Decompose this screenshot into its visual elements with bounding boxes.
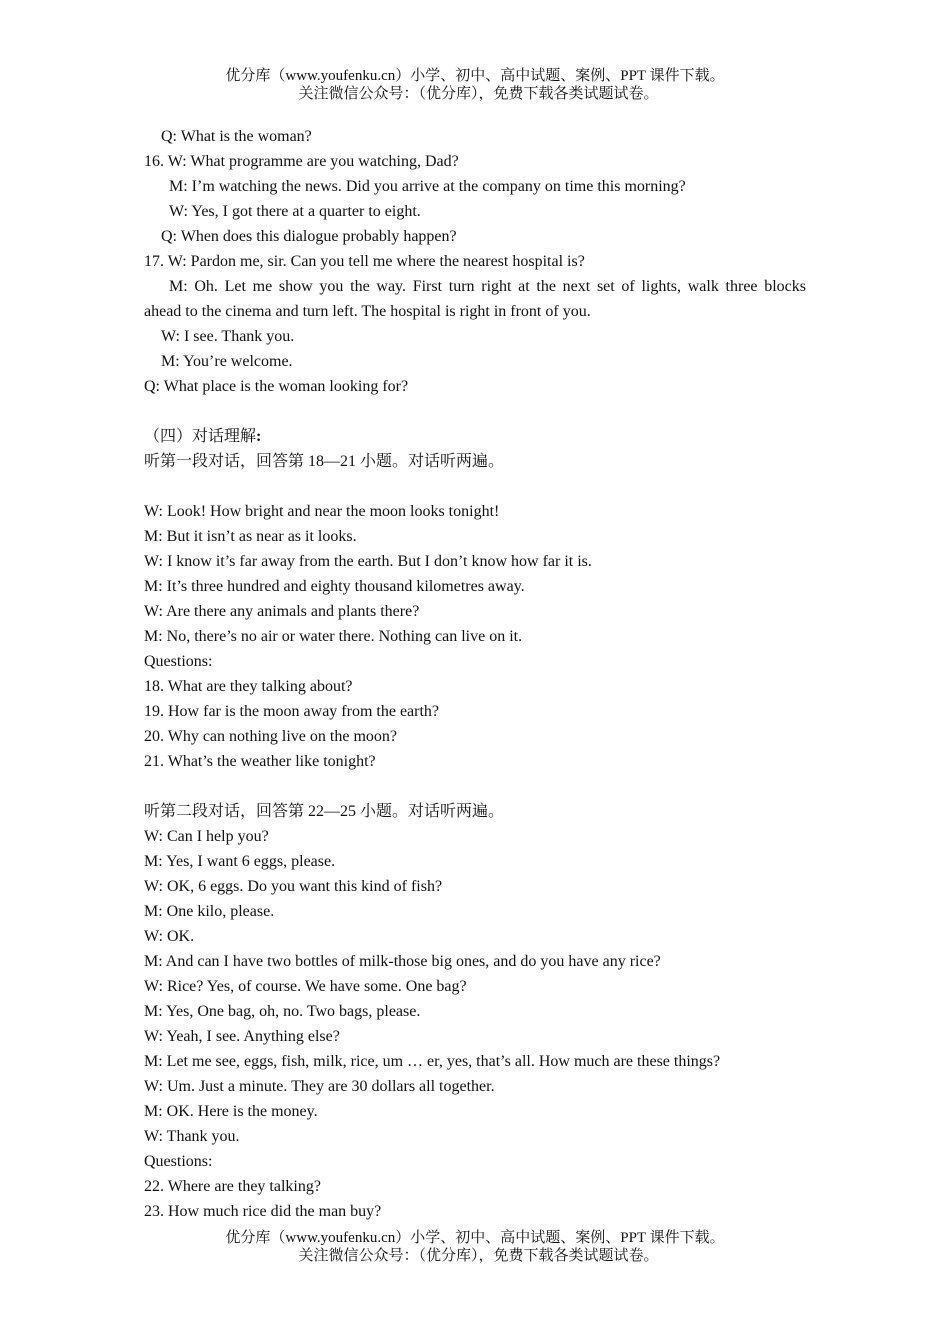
dialogue1-transcript [144,499,806,649]
question-item: 19. How far is the moon away from the earth? [144,703,440,720]
header-line-1: 优分库（www.youfenku.cn）小学、初中、高中试题、案例、PPT 课件下载。 [225,68,725,84]
dialogue2-instruction: 听第二段对话，回答第 22—25 小题。对话听两遍。 [144,803,505,820]
item17-man-2: M: You’re welcome. [161,353,293,370]
dialogue-line: M: OK. Here is the money. [144,1103,318,1120]
dialogue-line: M: And can I have two bottles of milk-those big ones, and do you have any rice? [144,953,661,970]
question-item: 20. Why can nothing live on the moon? [144,728,397,745]
question-item: 21. What’s the weather like tonight? [144,753,376,770]
question-item: 18. What are they talking about? [144,678,353,695]
dialogue-line: W: Yeah, I see. Anything else? [144,1028,340,1045]
dialogue-line: M: Yes, One bag, oh, no. Two bags, please. [144,1003,421,1020]
item17-man-1-part2: ahead to the cinema and turn left. The hospital is right in front of you. [144,303,591,320]
footer-line-1: 优分库（www.youfenku.cn）小学、初中、高中试题、案例、PPT 课件下载。 [225,1230,725,1246]
header-line-2: 关注微信公众号：（优分库），免费下载各类试题试卷。 [298,86,659,102]
spacer [144,399,806,424]
dialogue-line: M: It’s three hundred and eighty thousand kilometres away. [144,578,525,595]
dialogue-line: W: Can I help you? [144,828,269,845]
document-body [144,124,806,1224]
dialogue1-instruction: 听第一段对话，回答第 18—21 小题。对话听两遍。 [144,453,505,470]
item17-question: Q: What place is the woman looking for? [144,378,409,395]
footer-line-2: 关注微信公众号：（优分库），免费下载各类试题试卷。 [298,1248,659,1264]
part4-title-text: （四）对话理解 [144,428,257,445]
dialogue-line: W: Rice? Yes, of course. We have some. One bag? [144,978,467,995]
dialogue-line: W: Um. Just a minute. They are 30 dollars all together. [144,1078,495,1095]
dialogue-line: W: OK, 6 eggs. Do you want this kind of fish? [144,878,443,895]
q15-question: Q: What is the woman? [161,128,312,145]
item17-man-1-part1: M: Oh. Let me show you the way. First turn right at the next set of lights, walk three blocks [169,278,806,295]
item16-woman-1: 16. W: What programme are you watching, Dad? [144,153,459,170]
dialogue2-questions-label: Questions: [144,1153,213,1170]
dialogue-line: M: But it isn’t as near as it looks. [144,528,357,545]
item16-question: Q: When does this dialogue probably happen? [161,228,457,245]
dialogue-line: M: Let me see, eggs, fish, milk, rice, um … er, yes, that’s all. How much are these things? [144,1053,721,1070]
dialogue-line: W: Thank you. [144,1128,240,1145]
dialogue2-transcript [144,824,806,1149]
item17-woman-1: 17. W: Pardon me, sir. Can you tell me where the nearest hospital is? [144,253,585,270]
spacer [144,474,806,499]
question-item: 22. Where are they talking? [144,1178,321,1195]
dialogue-line: M: Yes, I want 6 eggs, please. [144,853,336,870]
dialogue-line: M: One kilo, please. [144,903,275,920]
question-item: 23. How much rice did the man buy? [144,1203,382,1220]
item17-woman-2: W: I see. Thank you. [161,328,295,345]
page-header [0,67,950,103]
part4-title [144,424,806,449]
dialogue1-questions-label: Questions: [144,653,213,670]
page-footer [0,1229,950,1265]
spacer [144,774,806,799]
part4-title-colon: : [256,428,262,445]
dialogue-line: W: Are there any animals and plants there? [144,603,420,620]
dialogue1-questions [144,674,806,774]
dialogue-line: W: I know it’s far away from the earth. But I don’t know how far it is. [144,553,592,570]
item16-man-1: M: I’m watching the news. Did you arrive at the company on time this morning? [169,178,686,195]
dialogue-line: M: No, there’s no air or water there. Nothing can live on it. [144,628,523,645]
item16-woman-2: W: Yes, I got there at a quarter to eight. [169,203,421,220]
dialogue2-questions [144,1174,806,1224]
dialogue-line: W: Look! How bright and near the moon looks tonight! [144,503,500,520]
dialogue-line: W: OK. [144,928,195,945]
